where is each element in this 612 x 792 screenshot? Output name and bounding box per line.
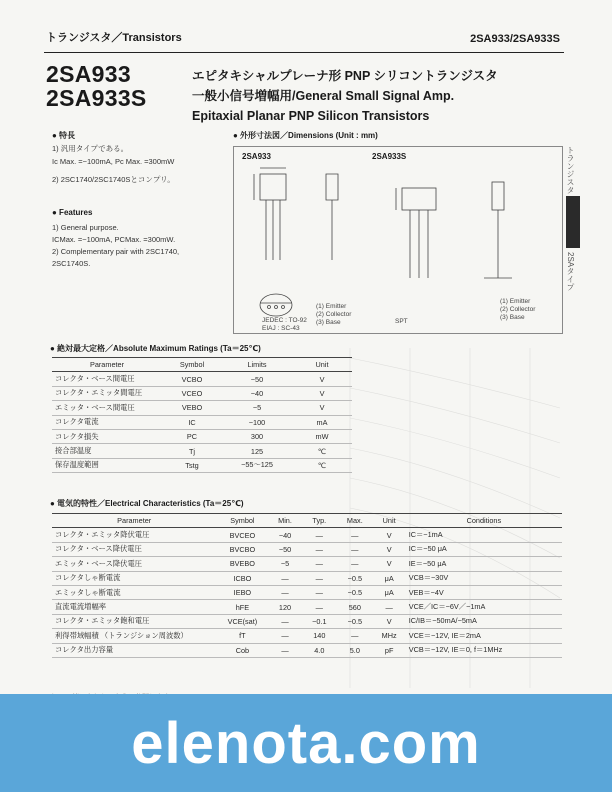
dimensions-heading: ● 外形寸法図／Dimensions (Unit : mm)	[233, 131, 378, 140]
table-cell: BVEBO	[216, 557, 268, 571]
features-en-line: 1) General purpose.	[52, 223, 119, 232]
table-cell: コレクタ損失	[52, 429, 162, 443]
table-header-row	[52, 358, 352, 372]
features-jp-line: 2) 2SC1740/2SC1740Sとコンプリ。	[52, 175, 175, 184]
table-cell: fT	[216, 629, 268, 643]
table-cell: 300	[222, 429, 292, 443]
table-cell: −100	[222, 415, 292, 429]
table-cell: VCBO	[162, 372, 222, 386]
col-header: Conditions	[406, 514, 562, 528]
table-cell: コレクタしゃ断電流	[52, 571, 216, 585]
table-cell: —	[373, 600, 406, 614]
features-jp-heading: ● 特長	[52, 131, 76, 140]
table-cell: ℃	[292, 444, 352, 458]
package1-pins	[316, 303, 351, 327]
table-cell: IC＝−50 μA	[406, 542, 562, 556]
table-row	[52, 542, 562, 556]
table-cell: ICBO	[216, 571, 268, 585]
table-cell: 接合部温度	[52, 444, 162, 458]
col-header: Symbol	[162, 358, 222, 372]
table-cell: 560	[337, 600, 373, 614]
part-number-line2: 2SA933S	[46, 85, 147, 111]
table-cell: 利得帯域幅積 （トランジション周波数）	[52, 629, 216, 643]
table-cell: コレクタ・ベース間電圧	[52, 372, 162, 386]
features-en-heading: ● Features	[52, 208, 93, 217]
table-cell: —	[302, 542, 338, 556]
header-rule	[44, 52, 564, 53]
table-cell: —	[302, 571, 338, 585]
table-row	[52, 629, 562, 643]
table-cell: —	[268, 571, 301, 585]
table-cell: 直流電流増幅率	[52, 600, 216, 614]
table-row	[52, 571, 562, 585]
table-cell: Tj	[162, 444, 222, 458]
side-tab-marker	[566, 196, 580, 248]
table-cell: Tstg	[162, 458, 222, 472]
product-title	[192, 66, 498, 126]
table-cell: pF	[373, 643, 406, 657]
table-row	[52, 401, 352, 415]
table-cell: μA	[373, 585, 406, 599]
table-cell: VCB＝−12V, IE＝0, f＝1MHz	[406, 643, 562, 657]
table-cell: コレクタ出力容量	[52, 643, 216, 657]
table-cell: VCE(sat)	[216, 614, 268, 628]
abs-max-table	[52, 357, 352, 473]
table-cell: ℃	[292, 458, 352, 472]
table-cell: V	[373, 614, 406, 628]
table-cell: コレクタ・ベース降伏電圧	[52, 542, 216, 556]
table-row	[52, 600, 562, 614]
table-cell: —	[337, 629, 373, 643]
package2-pins	[500, 298, 535, 322]
table-row	[52, 444, 352, 458]
category-label: トランジスタ／Transistors	[46, 32, 182, 44]
table-cell: コレクタ・エミッタ間電圧	[52, 386, 162, 400]
table-row	[52, 557, 562, 571]
table-cell: —	[302, 557, 338, 571]
table-cell: V	[373, 557, 406, 571]
table-cell: —	[268, 614, 301, 628]
table-cell: エミッタしゃ断電流	[52, 585, 216, 599]
table-cell: コレクタ・エミッタ飽和電圧	[52, 614, 216, 628]
table-cell: —	[302, 585, 338, 599]
table-cell: mW	[292, 429, 352, 443]
table-cell: —	[302, 528, 338, 542]
table-cell: IC＝−1mA	[406, 528, 562, 542]
abs-max-heading: ● 絶対最大定格／Absolute Maximum Ratings (Ta＝25℃)	[50, 344, 261, 353]
table-row	[52, 528, 562, 542]
features-en-line: ICMax. =−100mA, PCMax. =300mW.	[52, 235, 176, 244]
table-cell: コレクタ電流	[52, 415, 162, 429]
table-cell: −0.5	[337, 585, 373, 599]
en-title: Epitaxial Planar PNP Silicon Transistors	[192, 109, 430, 123]
table-cell: −50	[268, 542, 301, 556]
elec-table	[52, 513, 562, 658]
col-header: Unit	[373, 514, 406, 528]
table-header-row	[52, 514, 562, 528]
table-cell: 125	[222, 444, 292, 458]
col-header: Parameter	[52, 514, 216, 528]
jedec-label: JEDEC : TO-92	[262, 317, 307, 324]
table-cell: 4.0	[302, 643, 338, 657]
table-row	[52, 372, 352, 386]
table-cell: V	[373, 528, 406, 542]
eiaj-label: EIAJ : SC-43	[262, 325, 300, 332]
table-cell: mA	[292, 415, 352, 429]
table-cell: μA	[373, 571, 406, 585]
table-cell: −40	[222, 386, 292, 400]
table-cell: —	[337, 528, 373, 542]
table-row	[52, 614, 562, 628]
table-cell: IC/IB＝−50mA/−5mA	[406, 614, 562, 628]
table-cell: BVCEO	[216, 528, 268, 542]
features-jp-line: 1) 汎用タイプである。	[52, 144, 129, 153]
table-cell: VEBO	[162, 401, 222, 415]
side-tab-top-text: トランジスタ	[566, 146, 575, 194]
table-cell: エミッタ・ベース間電圧	[52, 401, 162, 415]
package1-name: 2SA933	[242, 152, 271, 161]
side-tab-bottom-text: 2SAタイプ	[566, 252, 575, 292]
table-cell: —	[268, 585, 301, 599]
package2-standard: SPT	[395, 318, 408, 325]
elec-heading: ● 電気的特性／Electrical Characteristics (Ta＝25℃)	[50, 499, 244, 508]
table-cell: VCB＝−30V	[406, 571, 562, 585]
table-cell: —	[268, 643, 301, 657]
pin-label: (1) Emitter	[316, 303, 347, 310]
table-cell: IC	[162, 415, 222, 429]
col-header: Parameter	[52, 358, 162, 372]
table-cell: VCE＝−12V, IE＝2mA	[406, 629, 562, 643]
table-cell: IE＝−50 μA	[406, 557, 562, 571]
pin-label: (3) Base	[500, 314, 525, 321]
pin-label: (3) Base	[316, 319, 341, 326]
table-cell: —	[302, 600, 338, 614]
col-header: Min.	[268, 514, 301, 528]
table-cell: V	[292, 372, 352, 386]
table-row	[52, 643, 562, 657]
table-row	[52, 415, 352, 429]
jp-use-title: 一般小信号増幅用/General Small Signal Amp.	[192, 89, 455, 103]
table-cell: 120	[268, 600, 301, 614]
table-cell: Cob	[216, 643, 268, 657]
table-cell: エミッタ・ベース降伏電圧	[52, 557, 216, 571]
table-cell: —	[337, 542, 373, 556]
pin-label: (2) Collector	[500, 306, 536, 313]
table-cell: −5	[222, 401, 292, 415]
table-cell: −0.5	[337, 571, 373, 585]
table-cell: 保存温度範囲	[52, 458, 162, 472]
table-row	[52, 429, 352, 443]
table-cell: BVCBO	[216, 542, 268, 556]
table-cell: V	[292, 401, 352, 415]
table-cell: −5	[268, 557, 301, 571]
part-number-title	[46, 62, 147, 110]
table-cell: −0.1	[302, 614, 338, 628]
table-cell: VCEO	[162, 386, 222, 400]
col-header: Symbol	[216, 514, 268, 528]
package1-standard	[262, 317, 307, 333]
table-cell: 140	[302, 629, 338, 643]
table-cell: hFE	[216, 600, 268, 614]
features-jp-line: Ic Max. =−100mA, Pc Max. =300mW	[52, 157, 175, 166]
table-cell: V	[373, 542, 406, 556]
col-header: Max.	[337, 514, 373, 528]
table-row	[52, 585, 562, 599]
pin-label: (2) Collector	[316, 311, 352, 318]
col-header: Limits	[222, 358, 292, 372]
features-en-line: 2) Complementary pair with 2SC1740,	[52, 247, 180, 256]
table-cell: MHz	[373, 629, 406, 643]
table-cell: VCE／IC＝−6V／−1mA	[406, 600, 562, 614]
table-cell: IEBO	[216, 585, 268, 599]
package2-name: 2SA933S	[372, 152, 407, 161]
table-cell: —	[337, 557, 373, 571]
table-cell: −50	[222, 372, 292, 386]
part-number-line1: 2SA933	[46, 61, 131, 87]
table-cell: −55～125	[222, 458, 292, 472]
table-cell: V	[292, 386, 352, 400]
watermark-text[interactable]: elenota.com	[131, 711, 481, 776]
table-cell: 5.0	[337, 643, 373, 657]
col-header: Typ.	[302, 514, 338, 528]
table-row	[52, 458, 352, 472]
col-header: Unit	[292, 358, 352, 372]
table-cell: コレクタ・エミッタ降伏電圧	[52, 528, 216, 542]
table-cell: −0.5	[337, 614, 373, 628]
table-cell: PC	[162, 429, 222, 443]
pin-label: (1) Emitter	[500, 298, 531, 305]
table-row	[52, 386, 352, 400]
table-cell: VEB＝−4V	[406, 585, 562, 599]
features-en-line: 2SC1740S.	[52, 259, 91, 268]
part-number-header: 2SA933/2SA933S	[470, 33, 560, 45]
table-cell: −40	[268, 528, 301, 542]
jp-title: エピタキシャルプレーナ形 PNP シリコントランジスタ	[192, 69, 498, 83]
table-cell: —	[268, 629, 301, 643]
